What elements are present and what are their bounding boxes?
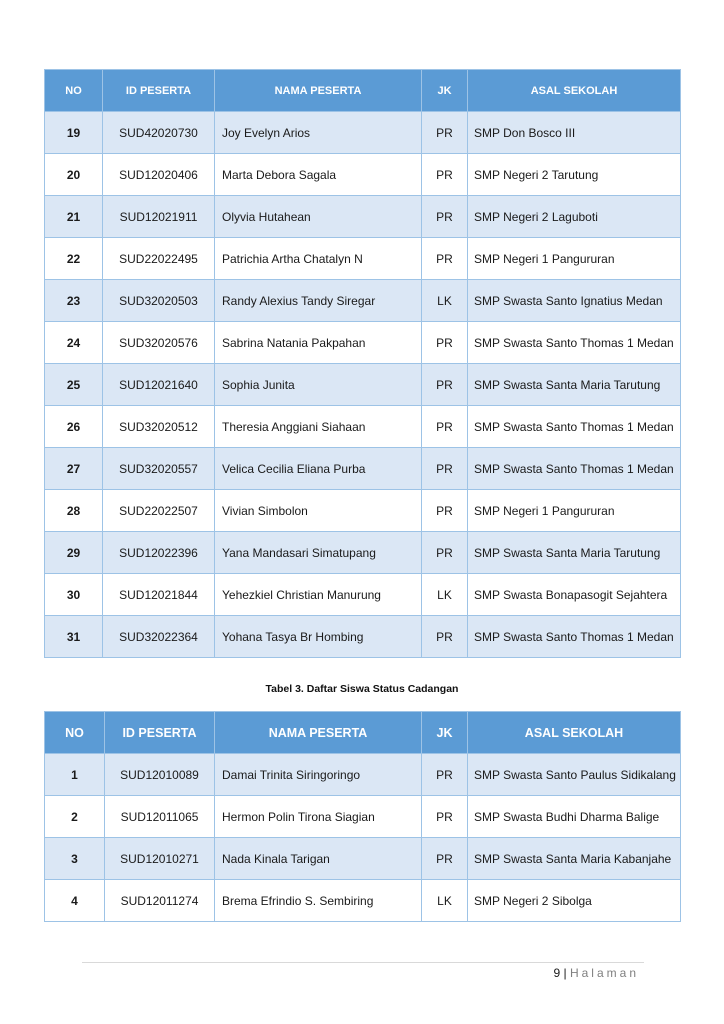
header-id-peserta: ID PESERTA [103,70,215,112]
row-number: 20 [45,154,103,196]
participant-id: SUD12021640 [103,364,215,406]
row-number: 25 [45,364,103,406]
gender: PR [422,754,468,796]
gender: PR [422,238,468,280]
gender: PR [422,532,468,574]
page-label: Halaman [569,966,639,980]
participant-name: Randy Alexius Tandy Siregar [215,280,422,322]
row-number: 31 [45,616,103,658]
participants-table [44,69,681,658]
participant-id: SUD42020730 [103,112,215,154]
gender: PR [422,490,468,532]
reserve-students-table [44,711,681,922]
school-name: SMP Swasta Santo Thomas 1 Medan [468,616,681,658]
participant-id: SUD32020512 [103,406,215,448]
participant-name: Marta Debora Sagala [215,154,422,196]
participant-name: Hermon Polin Tirona Siagian [215,796,422,838]
participant-id: SUD12021844 [103,574,215,616]
participant-name: Patrichia Artha Chatalyn N [215,238,422,280]
school-name: SMP Don Bosco III [468,112,681,154]
participant-id: SUD22022507 [103,490,215,532]
participant-id: SUD32020503 [103,280,215,322]
table-row [45,490,681,532]
table-row [45,796,681,838]
row-number: 23 [45,280,103,322]
participant-name: Damai Trinita Siringoringo [215,754,422,796]
header-asal-sekolah: ASAL SEKOLAH [468,70,681,112]
participant-name: Velica Cecilia Eliana Purba [215,448,422,490]
page-footer [553,966,639,980]
table-row [45,406,681,448]
participant-name: Brema Efrindio S. Sembiring [215,880,422,922]
participant-name: Joy Evelyn Arios [215,112,422,154]
participant-id: SUD12021911 [103,196,215,238]
row-number: 28 [45,490,103,532]
participant-id: SUD12011274 [105,880,215,922]
row-number: 4 [45,880,105,922]
school-name: SMP Swasta Santa Maria Tarutung [468,364,681,406]
participant-name: Yohana Tasya Br Hombing [215,616,422,658]
participant-name: Vivian Simbolon [215,490,422,532]
header-asal-sekolah: ASAL SEKOLAH [468,712,681,754]
gender: PR [422,796,468,838]
row-number: 1 [45,754,105,796]
school-name: SMP Negeri 1 Pangururan [468,238,681,280]
header-jk: JK [422,712,468,754]
school-name: SMP Swasta Santo Thomas 1 Medan [468,322,681,364]
school-name: SMP Negeri 2 Laguboti [468,196,681,238]
gender: PR [422,154,468,196]
row-number: 27 [45,448,103,490]
table-row [45,364,681,406]
row-number: 24 [45,322,103,364]
table-row [45,238,681,280]
table-row [45,280,681,322]
footer-divider [82,962,644,963]
table-row [45,532,681,574]
row-number: 3 [45,838,105,880]
table-row [45,196,681,238]
participant-id: SUD12010089 [105,754,215,796]
footer-separator: | [563,966,567,980]
table-row [45,154,681,196]
table-caption: Tabel 3. Daftar Siswa Status Cadangan [265,683,459,695]
page-number: 9 [553,966,561,980]
participant-name: Yana Mandasari Simatupang [215,532,422,574]
school-name: SMP Negeri 2 Tarutung [468,154,681,196]
table-row [45,880,681,922]
table-row [45,448,681,490]
participant-name: Yehezkiel Christian Manurung [215,574,422,616]
participant-name: Olyvia Hutahean [215,196,422,238]
row-number: 29 [45,532,103,574]
participant-name: Nada Kinala Tarigan [215,838,422,880]
school-name: SMP Swasta Santa Maria Kabanjahe [468,838,681,880]
school-name: SMP Swasta Santo Thomas 1 Medan [468,406,681,448]
participant-id: SUD12010271 [105,838,215,880]
header-nama-peserta: NAMA PESERTA [215,712,422,754]
participant-name: Sabrina Natania Pakpahan [215,322,422,364]
table-header-row [45,712,681,754]
participant-id: SUD12020406 [103,154,215,196]
row-number: 2 [45,796,105,838]
row-number: 30 [45,574,103,616]
row-number: 26 [45,406,103,448]
row-number: 19 [45,112,103,154]
gender: LK [422,574,468,616]
header-id-peserta: ID PESERTA [105,712,215,754]
table-row [45,616,681,658]
gender: LK [422,880,468,922]
school-name: SMP Swasta Santo Ignatius Medan [468,280,681,322]
participant-id: SUD32020557 [103,448,215,490]
gender: PR [422,322,468,364]
header-no: NO [45,712,105,754]
participant-id: SUD12011065 [105,796,215,838]
participant-name: Theresia Anggiani Siahaan [215,406,422,448]
school-name: SMP Swasta Budhi Dharma Balige [468,796,681,838]
school-name: SMP Swasta Bonapasogit Sejahtera [468,574,681,616]
gender: PR [422,406,468,448]
school-name: SMP Swasta Santa Maria Tarutung [468,532,681,574]
gender: PR [422,112,468,154]
header-no: NO [45,70,103,112]
gender: LK [422,280,468,322]
row-number: 22 [45,238,103,280]
table-row [45,574,681,616]
gender: PR [422,616,468,658]
row-number: 21 [45,196,103,238]
table-row [45,838,681,880]
participant-id: SUD32020576 [103,322,215,364]
table-row [45,754,681,796]
gender: PR [422,196,468,238]
participant-id: SUD12022396 [103,532,215,574]
participant-id: SUD32022364 [103,616,215,658]
gender: PR [422,448,468,490]
participant-name: Sophia Junita [215,364,422,406]
table-header-row [45,70,681,112]
school-name: SMP Swasta Santo Paulus Sidikalang [468,754,681,796]
header-nama-peserta: NAMA PESERTA [215,70,422,112]
gender: PR [422,364,468,406]
school-name: SMP Swasta Santo Thomas 1 Medan [468,448,681,490]
school-name: SMP Negeri 2 Sibolga [468,880,681,922]
participant-id: SUD22022495 [103,238,215,280]
header-jk: JK [422,70,468,112]
table-row [45,322,681,364]
gender: PR [422,838,468,880]
table-row [45,112,681,154]
school-name: SMP Negeri 1 Pangururan [468,490,681,532]
